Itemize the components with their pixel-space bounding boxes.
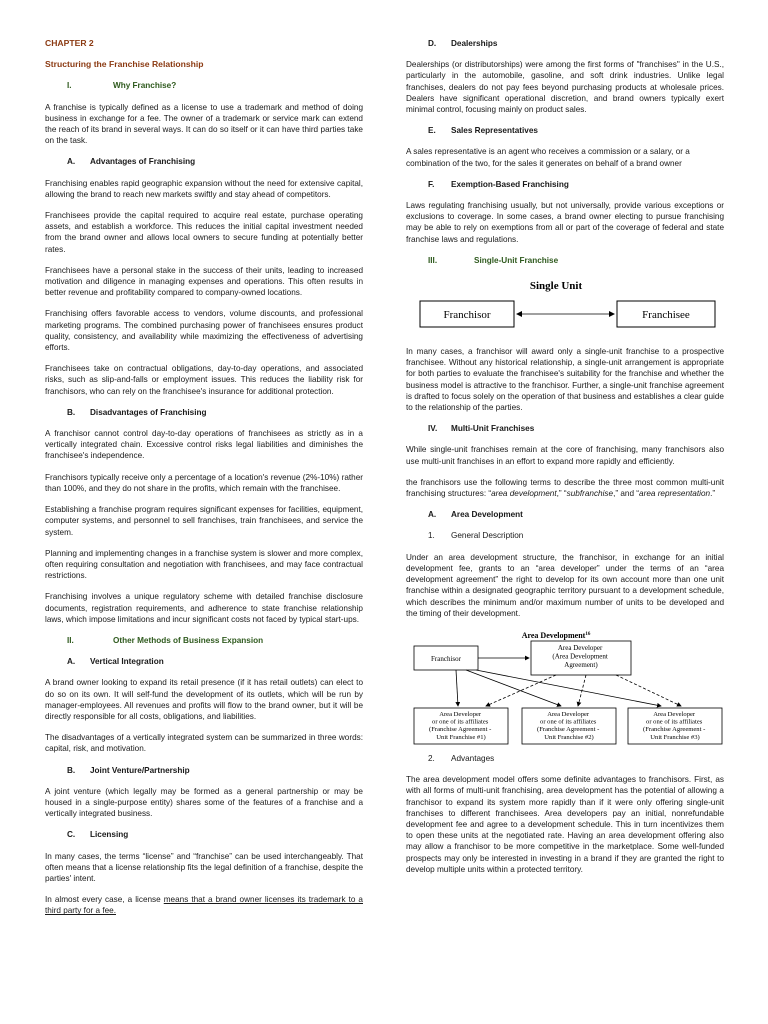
section-heading-single-unit: III. Single-Unit Franchise bbox=[428, 255, 559, 265]
section-heading-other-methods: II. Other Methods of Business Expansion bbox=[67, 635, 264, 645]
left-column bbox=[45, 38, 363, 927]
subheading-exemption-based: F. Exemption-Based Franchising bbox=[428, 179, 569, 189]
paragraph: The area development model offers some definite advantages to franchisors. First, as with all forms of multi-unit franchising, area development has the potential of allowing a franchisor to expand its system more rapidly than if it were only offering single-unit franchises to different franchisees. Area developers pay an initial, nonrefundable development fee and agree to a development schedule. This in turn incentivizes them to open these units at the negotiated rate. Having an area development offering also may allow a franchisor to be more competitive in the marketplace. Some well-funded prospects may only be interested in investing in a brand if they are granted the right to develop multiple units within a protected territory. bbox=[406, 775, 724, 874]
subheading-joint-venture: B. Joint Venture/Partnership bbox=[67, 765, 190, 775]
paragraph: A joint venture (which legally may be formed as a general partnership or may be housed in a single-purpose entity) shares some of the features of a franchise and a vertically integrated business. bbox=[45, 786, 363, 819]
paragraph: A sales representative is an agent who receives a commission or a salary, or a combination of the two, for the sales it generates on behalf of a brand owner bbox=[406, 147, 690, 168]
subheading-dealerships: D. Dealerships bbox=[428, 39, 498, 48]
arrow-head-left bbox=[516, 311, 522, 317]
subheading-multi-unit: IV. Multi-Unit Franchises bbox=[428, 424, 535, 434]
unit-franchise-3-label: Area Developer or one of its affiliates (Franchise Agreement - Unit Franchise #3) bbox=[643, 710, 706, 741]
developer-to-unit2-dashed bbox=[578, 675, 586, 706]
section-heading-why-franchise: I. Why Franchise? bbox=[67, 81, 177, 91]
paragraph: Franchising enables rapid geographic expansion without the need for extensive capital, allowing the brand to reach new markets swiftly and stay ahead of competitors. bbox=[45, 178, 363, 199]
paragraph: Dealerships (or distributorships) were among the first forms of "franchises" in the U.S., particularly in the automobile, gasoline, and soft drink industries. Unlike legal franchises, dealers do not pay fees beyond purchasing products at wholesale prices. Dealers have significant operational discretion, and brand owners typically exert minimal control, focusing mainly on product sales. bbox=[406, 60, 724, 115]
paragraph: Franchisees have a personal stake in the success of their units, leading to increased motivation and diligence in managing expenses and operations. This often results in better revenue and profitability compared to company-owned locations. bbox=[45, 265, 363, 298]
paragraph: The disadvantages of a vertically integrated system can be summarized in three words: capital, risk, and motivation. bbox=[45, 733, 363, 754]
paragraph: Planning and implementing changes in a franchise system is slower and more complex, often requiring consultation and negotiation with franchisees, and may face contractual restrictions. bbox=[45, 548, 363, 581]
subheading-advantages-2: 2. Advantages bbox=[428, 753, 495, 763]
paragraph: In almost every case, a license means that a brand owner licenses its trademark to a third party for a fee. bbox=[45, 895, 363, 916]
paragraph: While single-unit franchises remain at the core of franchising, many franchisors also use multi-unit franchises in an effort to expand more rapidly and efficiently. bbox=[406, 445, 724, 466]
area-developer-label: Area Developer (Area Development Agreement) bbox=[552, 643, 608, 669]
single-unit-diagram bbox=[406, 276, 724, 334]
paragraph: In many cases, a franchisor will award only a single-unit franchise to a prospective franchisee. Without any historical relationship, a single-unit arrangement is appropriate for both parties to evaluate the franchisee's suitability for the franchise and whether the business model is attractive to the franchisor. Further, a single-unit franchise agreement is drafted to focus solely on the operation of that business and establishes a clear guide to the relationship of the parties. bbox=[406, 347, 724, 413]
franchisor-label: Franchisor bbox=[443, 309, 491, 322]
paragraph: the franchisors use the following terms to describe the three most common multi-unit franchising structures: “area development,” “subfranchise,” and “area representation.” bbox=[406, 477, 724, 499]
paragraph: Establishing a franchise program requires significant expenses for facilities, equipment, computer systems, and personnel to sell franchises, train franchisees, and service the system. bbox=[45, 505, 363, 537]
chapter-subtitle: Structuring the Franchise Relationship bbox=[45, 59, 204, 70]
paragraph: Franchisees take on contractual obligations, day-to-day operations, and associated risks, such as slip-and-falls or employment issues. This reduces the liability risk for franchisors, who can rely on the franchisee's insurance for additional protection. bbox=[45, 364, 363, 396]
subheading-disadvantages: B. Disadvantages of Franchising bbox=[67, 407, 207, 417]
unit-franchise-2-label: Area Developer or one of its affiliates (Franchise Agreement - Unit Franchise #2) bbox=[537, 710, 600, 741]
area-franchisor-label: Franchisor bbox=[431, 654, 461, 663]
paragraph: Under an area development structure, the franchisor, in exchange for an initial development fee, grants to an “area developer” under the terms of an “area development agreement” the right to develop for its own account more than one unit franchise within a designated geographic territory pursuant to a development schedule, which describes the minimum and/or maximum number of units to be developed and the timing of their development. bbox=[406, 552, 724, 618]
unit-franchise-1-label: Area Developer or one of its affiliates (Franchise Agreement - Unit Franchise #1) bbox=[429, 710, 492, 741]
paragraph: Franchisees provide the capital required to acquire real estate, purchase operating assets, and establish a workforce. This reduces the initial capital investment needed from the brand owner and allows local owners to secure funding at potentially better rates. bbox=[45, 211, 363, 254]
paragraph: A franchisor cannot control day-to-day operations of franchisees as strictly as in a vertically integrated chain. Excessive control risks legal liabilities and diminishes the franchisee's independence. bbox=[45, 429, 363, 461]
paragraph: Laws regulating franchising usually, but not universally, provide various exceptions or exclusions to coverage. In some cases, a brand owner electing to pursue franchising may be able to rely on exemptions from all or part of the coverage of federal and state franchise laws and regulations. bbox=[406, 201, 724, 244]
paragraph: A brand owner looking to expand its retail presence (if it has retail outlets) can elect to do so on its own. It will self-fund the development of its outlets, which will be run by manager-employees. All revenues and profits will flow to the brand owner, but it will be directly responsible for all costs, obligations, and liabilities. bbox=[45, 678, 363, 721]
developer-to-unit3-dashed bbox=[616, 675, 681, 706]
subheading-licensing: C. Licensing bbox=[67, 830, 129, 840]
subheading-vertical-integration: A. Vertical Integration bbox=[67, 657, 164, 667]
underlined-text: means that a brand owner licenses its trademark to a third party for a fee. bbox=[45, 895, 363, 916]
subheading-advantages: A. Advantages of Franchising bbox=[67, 157, 196, 167]
diagram-title: Single Unit bbox=[529, 280, 583, 293]
franchisor-to-unit1-arrow bbox=[456, 670, 458, 706]
franchisee-label: Franchisee bbox=[642, 309, 690, 322]
franchisor-to-unit2-arrow bbox=[466, 670, 561, 706]
area-diagram-title: Area Development$^{16}$ bbox=[521, 630, 591, 640]
right-column bbox=[406, 38, 724, 885]
subheading-area-development: A. Area Development bbox=[428, 510, 523, 520]
area-development-diagram bbox=[406, 629, 724, 745]
paragraph: In many cases, the terms “license” and “franchise” can be used interchangeably. That often means that a license relationship fits the legal definition of a franchise, despite the parties' intent. bbox=[45, 851, 363, 883]
paragraph: A franchise is typically defined as a license to use a trademark and method of doing business in exchange for a fee. The owner of a trademark or service mark can extend the reach of its brand in several ways. It can do so itself or it can have third parties take on the task. bbox=[45, 102, 363, 146]
arrow-head-right bbox=[609, 311, 615, 317]
chapter-label: CHAPTER 2 bbox=[45, 38, 94, 48]
paragraph: Franchising involves a unique regulatory scheme with detailed franchise disclosure documents, registration requirements, and adherence to state franchise relationship laws, which impose limitations and incur significant costs not faced by typical start-ups. bbox=[45, 592, 363, 624]
paragraph: Franchising offers favorable access to vendors, volume discounts, and professional marketing programs. The combined purchasing power of franchisees ensures product quality, consistency, and availability while maximizing the effectiveness of advertising efforts. bbox=[45, 309, 363, 353]
subheading-sales-representatives: E. Sales Representatives bbox=[428, 126, 538, 136]
franchisor-to-unit3-arrow bbox=[476, 670, 661, 706]
subheading-general-description: 1. General Description bbox=[428, 531, 524, 541]
paragraph: Franchisors typically receive only a percentage of a location's revenue (2%-10%) rather than 100%, and they do not share in the profits, which remain with the franchisee. bbox=[45, 472, 363, 493]
